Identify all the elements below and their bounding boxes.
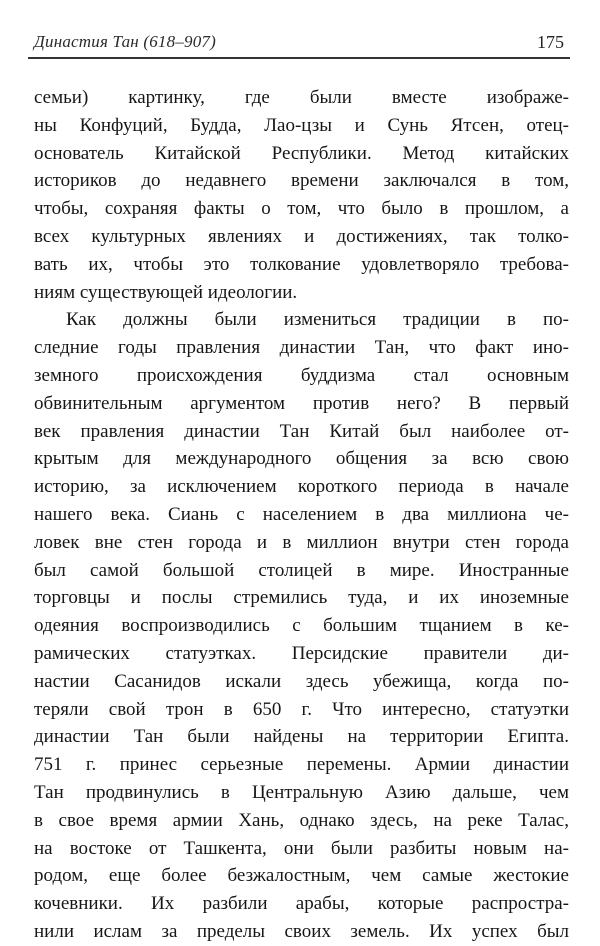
text-line: ловек вне стен города и в миллион внутри стен города (34, 531, 569, 553)
text-line: крытым для международного общения за всю свою (34, 448, 569, 470)
text-line: был самой большой столицей в мире. Иностранные (34, 559, 569, 581)
body-text (34, 84, 569, 946)
text-line: настии Сасанидов искали здесь убежища, когда по- (34, 670, 569, 692)
page-number: 175 (537, 32, 564, 52)
text-line: кочевники. Их разбили арабы, которые распростра- (34, 893, 569, 915)
text-line: век правления династии Тан Китай был наиболее от- (34, 420, 569, 442)
text-line: династии Тан были найдены на территории Египта. (34, 726, 569, 748)
text-line: ны Конфуций, Будда, Лао-цзы и Сунь Ятсен, отец- (34, 114, 569, 136)
text-line: следние годы правления династии Тан, что факт ино- (34, 337, 569, 359)
text-line: семьи) картинку, где были вместе изображе- (34, 87, 569, 108)
running-title: Династия Тан (618–907) (34, 32, 216, 51)
text-line: нашего века. Сиань с населением в два миллиона че- (34, 503, 569, 525)
text-line: родом, еще более безжалостным, чем самые жестокие (34, 865, 569, 887)
text-line: чтобы, сохраняя факты о том, что было в прошлом, а (34, 198, 569, 220)
text-line: рамических статуэтках. Персидские правители ди- (34, 642, 569, 664)
text-line: нили ислам за пределы своих земель. Их успех был (34, 920, 569, 942)
running-head (28, 30, 570, 60)
text-line: теряли свой трон в 650 г. Что интересно, статуэтки (34, 698, 569, 720)
text-line: Как должны были измениться традиции в по- (66, 309, 569, 331)
text-line: 751 г. принес серьезные перемены. Армии династии (34, 754, 569, 776)
text-line: обвинительным аргументом против него? В первый (34, 392, 569, 414)
text-line: всех культурных явлениях и достижениях, так толко- (34, 225, 569, 247)
text-line: в свое время армии Хань, однако здесь, на реке Талас, (34, 809, 569, 831)
text-line: историю, за исключением короткого периода в начале (34, 476, 569, 498)
header-rule (28, 57, 570, 59)
text-line: Тан продвинулись в Центральную Азию дальше, чем (34, 781, 569, 803)
text-line: историков до недавнего времени заключался в том, (34, 170, 569, 192)
text-line: вать их, чтобы это толкование удовлетворяло требова- (34, 253, 569, 275)
text-line: на востоке от Ташкента, они были разбиты новым на- (34, 837, 569, 859)
text-line: земного происхождения буддизма стал основным (34, 364, 569, 386)
text-line: ниям существующей идеологии. (34, 281, 298, 303)
text-line: основатель Китайской Республики. Метод китайских (34, 142, 569, 164)
text-line: торговцы и послы стремились туда, и их иноземные (34, 587, 569, 609)
text-line: одеяния воспроизводились с большим тщанием в ке- (34, 615, 569, 637)
